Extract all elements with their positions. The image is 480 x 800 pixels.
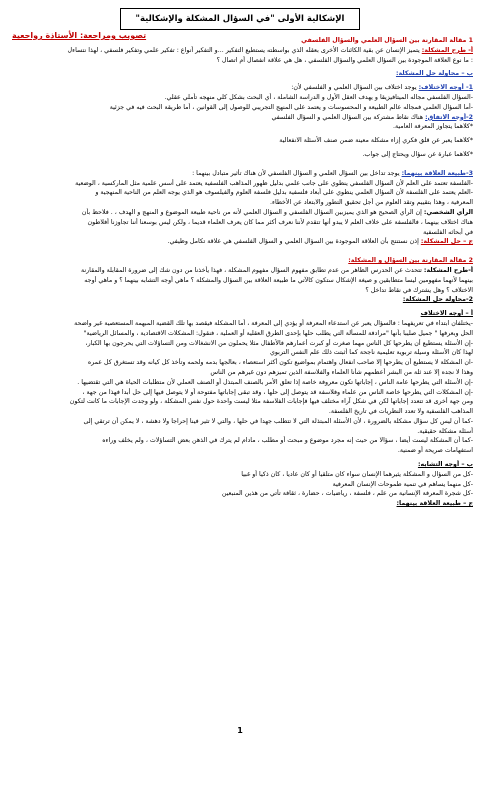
article2-relation-heading: ج – طبيعة العلاقة بينهما: <box>396 500 473 508</box>
article1-relation-item: -العلم يعتمد على الفلسفة لأن السؤال العلمي ينطوي على أبعاد فلسفية بدليل فلسفة العلوم والفيلسوف هو الذي يوجه العلم من الناحية المنهجية و <box>95 189 473 197</box>
article2-question-line: بينهما لأنهما مفهومين ليسا متطابقين و صيغة الإشكال ستكون كالآتي ما طبيعة العلاقة بين السؤال والمشكلة ؟ ماهي أوجه التشابه بينهما ؟ و ماهي أوجه <box>84 276 473 284</box>
article1-opinion-line: في أبحاثه الفلسفية <box>423 228 473 236</box>
article2-similarity-item: -كل من السؤال و المشكلة يثيرهما الإنسان سواء كان متلقيا أو كان عاديا ، كان ذكيا أو غبيا <box>241 470 473 478</box>
page-number: 1 <box>237 726 243 735</box>
article2-solution-heading: 2-محاولة حل المشكلة: <box>402 296 473 304</box>
article2-question-line: أ-طرح المشكلة: تتحدث عن الحدرس الظاهر من عدم تطابق مفهوم السؤال مفهوم المشكلة ، فهذا يأخذنا من دون شك إلى ضرورة المقابلة والمقارنة <box>81 266 473 274</box>
document-title: الإشكالية الأولى "في السؤال المشكلة والإشكالية" <box>120 8 360 30</box>
article1-heading: 1 مقالة المقارنة بين السؤال العلمي والسؤال الفلسفي <box>301 37 473 44</box>
article1-opinion-line: الرأي الشخصي: إن الرأي الصحيح هو الذي يميزبين السؤال الفلسفي و السؤال العلمي لأنه من ناحية طبيعة الموضوع و المنهج و الهدف ، . فلاحظ بأن <box>81 208 473 216</box>
article2-difference-item: الحل وبعرفها " جميل صليبا بأنها "مرادفة للمسألة التي يطلب حلها بإحدى الطرق العقلية أو العملية ، فنقول: المشكلات الاقتصادية ، والمسائل الرياضية" <box>83 329 473 337</box>
article1-relation-item: -الفلسفة تعتمد على العلم لأن السؤال الفلسفي ينطوي على جانب علمي بدليل ظهور المذاهب الفلسفية يعتمد على أسس علمية مثل الماركسية ، الوضعية <box>75 179 473 187</box>
article1-similarities-line: 2-أوجه الاتفاق: هناك نقاط مشتركة بين السؤال العلمي و السؤال الفلسفي <box>271 113 473 121</box>
article1-difference-item: -أما السؤال العلمي فمجاله عالم الطبيعة و المحسوسات و يعتمد على المنهج التجريبي للوصول إلى القوانين ، أما طريقة البحث فيه في جزئية <box>109 103 473 111</box>
article1-difference-item: -السؤال الفلسفي مجاله الميتافيزيقا و يهدف العقل الأول و الدراسة الشاملة ، أي البحث بشكل كلي منهجه تأملي عقلي. <box>164 93 473 101</box>
article1-opinion-line: هناك اختلاف بينهما ، فالفلسفة على خلاف العلم لا يبدو أنها تتقدم لأننا نعرف أكثر مما كان يعرف العلماء قديما ، ولكن ليس بوسعنا أننا تجاوزنا أفلاطون <box>87 218 473 226</box>
article2-difference-item: أسئلة مشكلة حقيقية. <box>417 427 473 435</box>
article2-difference-item: وهذا لا نجده إلا عند ثلة من البشر أعظمهم شأنا العلماء والفلاسفة الذين تميزهم دون غيرهم من الناس <box>210 368 473 376</box>
article2-difference-item: -إن الأسئلة التي يطرحها عامة الناس ، إجاباتها تكون معروفة خاصة إذا تعلق الأمر بالصنف المبتذل أو الصنف العملي لأن متطلبات الحياة هي التي تقتضيها . <box>77 378 473 386</box>
article1-solution-heading: ب – محاولة حل المشكلة: <box>395 70 473 78</box>
article2-difference-item: ومن جهة أخرى قد تتعدد إجاباتها لكن في شكل آراء مختلف فيها فإجابات الفلاسفة مثلا ليست واحدة حول نفس المشكلة ، ولو وجدت الإجابات ما كانت لتكون <box>69 398 473 406</box>
article2-question-line: الاختلاف ؟ وهل يشترك في نقاط تداخل ؟ <box>365 286 473 294</box>
article2-differences-heading: أ – أوجه الاختلاف <box>420 310 473 318</box>
article2-difference-item: -يختلفان ابتداء في تعريفهما : فالسؤال يعبر عن استدعاء المعرفة أو يؤدي إلى المعرفة ، أما المشكلة فيقصد بها تلك القضية المبهمة المستعصية غير واضحة <box>74 319 473 327</box>
article2-difference-item: -كما أن المشكلة ليست أيضا ، سؤالا من حيث إنه مجرد موضوع و مبحث أو مطلب ، مادام لم يترك في الذهن بعض التساؤلات ، ولم يخلف وراءه <box>102 437 473 445</box>
article1-question-line-2: : ما نوع العلاقة الموجودة بين السؤال العلمي والسؤال الفلسفي ، هل هي علاقة انفصال أم اتصال ؟ <box>216 56 473 64</box>
article1-differences-line: 1- أوجه الاختلاف: يوجد اختلاف بين السؤال العلمي و الفلسفي لأن: <box>291 84 473 92</box>
article2-similarities-heading: ب – أوجه التشابه: <box>417 461 473 469</box>
article1-similarity-item: *كلاهما يتجاوز المعرفة العامية. <box>393 123 473 131</box>
document-body <box>8 36 473 509</box>
article2-heading: 2 مقالة المقارنة بين السؤال و المشكلة: <box>348 257 473 265</box>
article2-difference-item: لهذا كان الأسئلة وسيلة تربوية تعليمية ناجحة كما أثبتت ذلك علم النفس التربوي <box>269 349 473 357</box>
article2-similarity-item: -كل منهما يساهم في تنمية طموحات الإنسان المعرفية <box>332 480 473 488</box>
article1-similarity-item: *كلاهما يعبر عن قلق فكري إزاء مشكلة معينة ضمن صنف الأسئلة الانفعالية <box>279 137 473 145</box>
article1-similarity-item: *كلاهما عبارة عن سؤال ويحتاج إلى جواب. <box>362 150 473 158</box>
article2-similarity-item: -كل شجرة المعرفة الإنسانية من علم ، فلسفة ، رياضيات ، حضارة ، ثقافة تأتي من هذين المنبعين <box>221 490 473 498</box>
article2-difference-item: -إن الأسئلة يستطيع أن يطرحها كل الناس مهما صغرت أو كبرت أعمارهم فالأطفال مثلا يحملون من الانشغالات ومن التساؤلات التي يحرجون بها الكبار، <box>85 339 473 347</box>
article2-difference-item: -كما أن ليس كل سؤال مشكلة بالضرورة ، لأن الأسئلة المبتذلة التي لا تتطلب جهدا في حلها ، والتي لا تثير فينا إحراجا ولا دهشة ، لا يمكن أن ترتقي إلى <box>83 417 473 425</box>
article1-relation-item: المعرفية ، وهذا بتقييم وتقد العلوم من أجل تحقيق التطور والابتعاد عن الأخطاء. <box>269 199 473 207</box>
article2-difference-item: المذاهب الفلسفية ولا تعدد النظريات في تاريخ الفلسفة. <box>328 408 473 416</box>
article1-question-line: أ- طرح المشكلة: يتميز الإنسان عن بقية الكائنات الأخرى بعقله الذي بواسطته يستطيع التفكير ...و التفكير أنواع : تفكير علمي وتفكير فلسفي ، لهذا نتساءل <box>67 46 473 54</box>
article1-conclusion-line: ج – حل المشكلة: إذن نستنتج بأن العلاقة الموجودة بين السؤال العلمي و السؤال الفلسفي هي علاقة تكامل وظيفي. <box>167 238 473 246</box>
teacher-credit: تصويب ومراجعة: الأستاذة رواجعية <box>12 31 147 40</box>
article2-difference-item: -ان المشكلة لا يستطيع أن يطرحها إلا صاحب انفعال واهتمام بمواضيع تكون أكثر استعصاء ، بعالجها بدمه ولحمه وتأخذ كل كيانه وقد تستغرق كل عمره <box>87 359 473 367</box>
article1-relation-line: 3-طبيعة العلاقة بينهما: يوجد تداخل بين السؤال العلمي و السؤال الفلسفي لأن هناك تأثير متبادل بينهما : <box>192 169 473 177</box>
article2-difference-item: -إن المشكلات التي يطرحها خاصة الناس من علماء وفلاسفة قد يتوصل إلى حلها ، وقد تبقى إجاباتها مفتوحة أو لا يتوصل فيها إلى حل أبدا فهذا من جهة ، <box>82 388 473 396</box>
article2-difference-item: استفهامات صريحة أو ضمنية. <box>397 447 473 455</box>
